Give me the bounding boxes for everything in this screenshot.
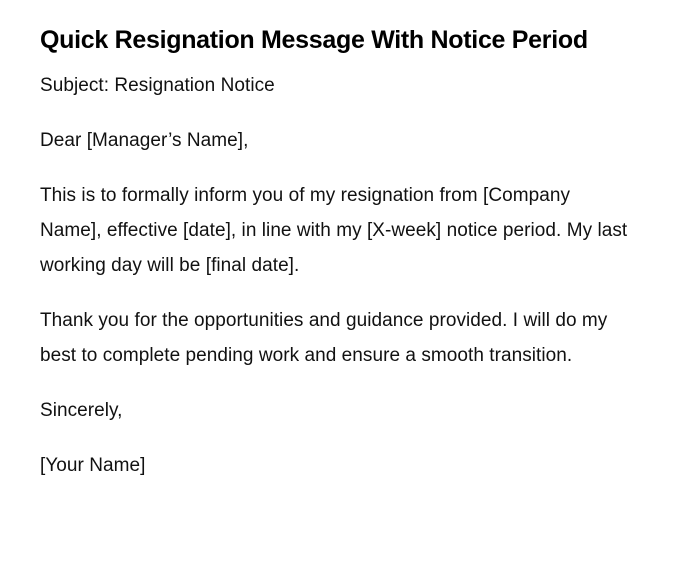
letter-document bbox=[40, 22, 630, 503]
signature: [Your Name] bbox=[40, 455, 146, 476]
subject-line: Subject: Resignation Notice bbox=[40, 75, 275, 96]
page-title: Quick Resignation Message With Notice Period bbox=[40, 26, 588, 54]
body-paragraph-2: Thank you for the opportunities and guidance provided. I will do my best to complete pending work and ensure a smooth transition. bbox=[40, 310, 608, 366]
closing: Sincerely, bbox=[40, 400, 123, 421]
body-paragraph-1: This is to formally inform you of my resignation from [Company Name], effective [date], in line with my [X-week] notice period. My last working day will be [final date]. bbox=[40, 185, 628, 276]
greeting: Dear [Manager’s Name], bbox=[40, 130, 249, 151]
